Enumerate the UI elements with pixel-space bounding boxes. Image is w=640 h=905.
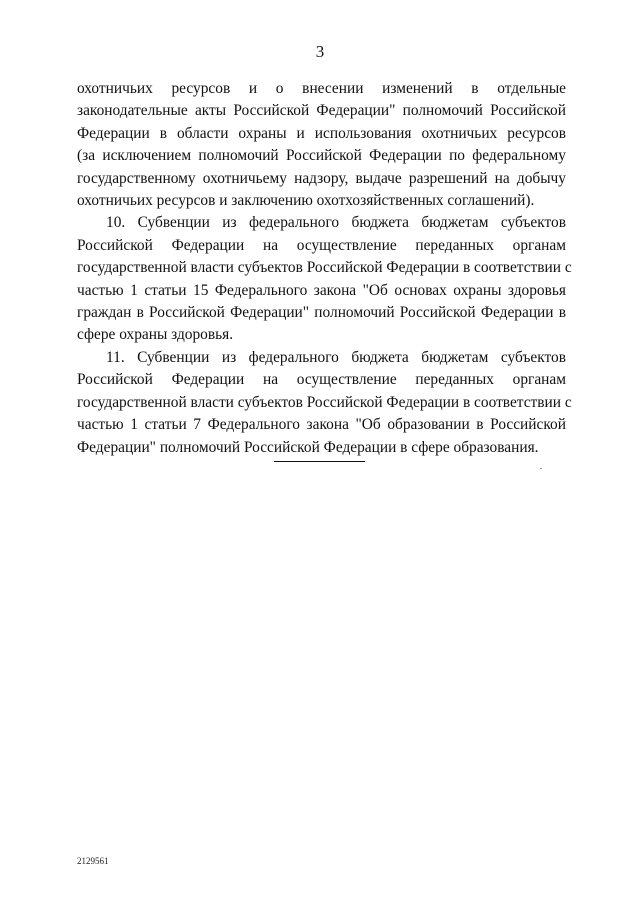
text-line: государственной власти субъектов Российской Федерации в соответствии с — [77, 393, 572, 411]
text-line: охотничьих ресурсов и заключению охотхозяйственных соглашений). — [77, 192, 535, 210]
document-body — [77, 78, 572, 459]
text-line: частью 1 статьи 15 Федерального закона "Об основах охраны здоровья — [77, 281, 566, 299]
document-code: 2129561 — [77, 856, 109, 866]
end-of-text-rule — [274, 461, 365, 462]
text-line: Российской Федерации на осуществление переданных органам — [77, 371, 566, 389]
text-line: граждан в Российской Федерации" полномочий Российской Федерации в — [77, 304, 566, 322]
text-line: государственной власти субъектов Российской Федерации в соответствии с — [77, 259, 572, 277]
text-line: Российской Федерации на осуществление переданных органам — [77, 236, 566, 254]
text-line: (за исключением полномочий Российской Федерации по федеральному — [77, 147, 566, 165]
paragraph-item-11 — [77, 347, 572, 459]
scan-speck — [540, 468, 542, 469]
paragraph-item-10 — [77, 212, 572, 346]
text-line: государственному охотничьему надзору, выдаче разрешений на добычу — [77, 169, 566, 187]
text-line: Федерации в области охраны и использования охотничьих ресурсов — [77, 124, 566, 142]
page-number: 3 — [315, 42, 325, 61]
text-line: законодательные акты Российской Федерации" полномочий Российской — [77, 102, 566, 120]
text-line: Федерации" полномочий Российской Федерации в сфере образования. — [77, 438, 539, 456]
text-line: 10. Субвенции из федерального бюджета бюджетам субъектов — [106, 214, 566, 232]
text-line: 11. Субвенции из федерального бюджета бюджетам субъектов — [106, 348, 566, 366]
text-line: частью 1 статьи 7 Федерального закона "Об образовании в Российской — [77, 416, 566, 434]
text-line: сфере охраны здоровья. — [77, 326, 234, 344]
paragraph-continuation — [77, 78, 566, 212]
text-line: охотничьих ресурсов и о внесении изменений в отдельные — [77, 80, 566, 97]
